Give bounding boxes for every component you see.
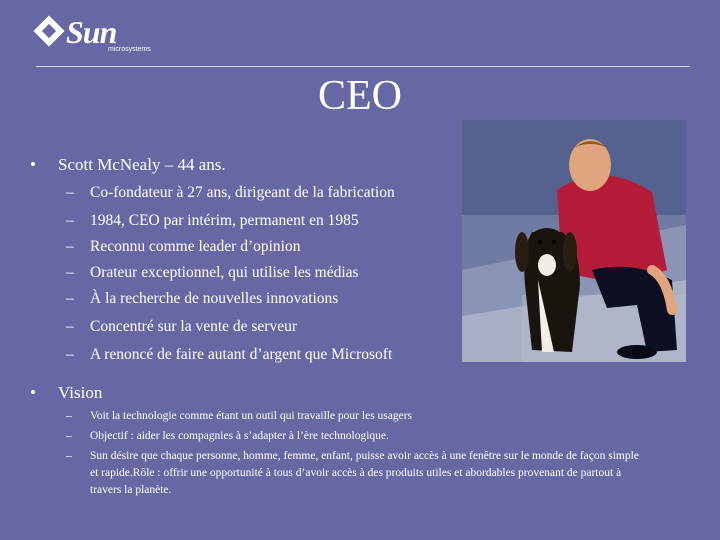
logo-brand: Sun: [66, 14, 117, 50]
sun-logo: [36, 14, 151, 54]
ceo-with-dog-image: [462, 120, 686, 362]
dash-mark: –: [66, 410, 72, 422]
sun-diamond-icon: [33, 15, 64, 46]
sub-item-text: Co-fondateur à 27 ans, dirigeant de la fabrication: [90, 184, 395, 201]
dash-mark: –: [66, 184, 74, 201]
vision-sub-item-text: Sun désire que chaque personne, homme, femme, enfant, puisse avoir accès à une fenêtre sur le monde de façon simple et rapide.Rôle : offrir une opportunité à tous d’avoir accès à des produits utiles et abordables provenant de partout à travers la planète.: [90, 450, 639, 496]
dash-mark: –: [66, 346, 74, 363]
dash-mark: –: [66, 430, 72, 442]
logo-tagline: microsystems: [108, 46, 151, 53]
sub-item-text: Reconnu comme leader d’opinion: [90, 238, 301, 255]
vision-sub-item-text: Voit la technologie comme étant un outil qui travaille pour les usagers: [90, 410, 413, 422]
ceo-photo: [462, 120, 686, 362]
sub-item-text: A renoncé de faire autant d’argent que Microsoft: [90, 346, 393, 363]
sub-item-text: À la recherche de nouvelles innovations: [90, 290, 339, 307]
bullet-scott-mcnealy: [30, 154, 450, 176]
dash-mark: –: [66, 290, 74, 307]
dash-mark: –: [66, 318, 74, 335]
dash-mark: –: [66, 238, 74, 255]
bullet-text: Vision: [58, 383, 103, 402]
bullet-vision: [30, 382, 230, 404]
bullet-mark: •: [30, 383, 36, 402]
sub-item-text: Orateur exceptionnel, qui utilise les médias: [90, 264, 359, 281]
sub-item-text: 1984, CEO par intérim, permanent en 1985: [90, 212, 359, 229]
dash-mark: –: [66, 450, 72, 462]
dash-mark: –: [66, 264, 74, 281]
bullet-mark: •: [30, 155, 36, 174]
sub-item-text: Concentré sur la vente de serveur: [90, 318, 298, 335]
header-divider: [36, 66, 690, 67]
bullet-text: Scott McNealy – 44 ans.: [58, 155, 226, 174]
dash-mark: –: [66, 212, 74, 229]
slide-title: CEO: [318, 73, 402, 119]
vision-sub-item-text: Objectif : aider les compagnies à s’adapter à l’ère technologique.: [90, 430, 389, 442]
